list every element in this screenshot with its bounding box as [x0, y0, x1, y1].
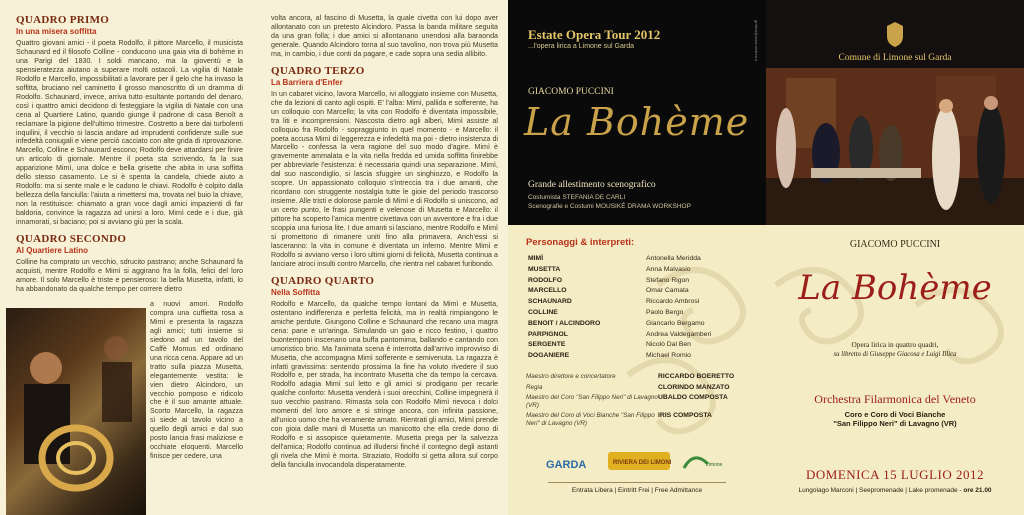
- admission-info: Entrata Libera | Eintritt Frei | Free Admittance: [571, 487, 703, 494]
- cast-performer: Andrea Valdegamberi: [646, 330, 712, 338]
- cast-role: SERGENTE: [528, 341, 566, 349]
- crew-role: Maestro direttore e concertatore: [526, 373, 616, 380]
- quadro-primo-text: Quattro giovani amici - il poeta Rodolfo, il pittore Marcello, il musicista Schaunard ed il filosofo Colline - conducono una gaia vita di bohème in una Parigi del 1830. I soldi mancano, ma la gioventù e la spensieratezza aiutano a superare molti ostacoli. La vigilia di Natale Rodolfo e Marcello, impossibilitati a lavorare per il gelo che ha invaso la soffitta, bruciano nel caminetto il grosso manoscritto di un dramma di Rodolfo. Schaunard, invece, arriva tutto esultante portando del denaro, così i quattro amici decidono di festeggiare la vigilia di Natale con una cena al Quartiere Latino, quando giunge il padrone di casa Benoît a reclamare la pigione dell'ultimo trimestre. Costretto a bere dai turbolenti inquilini, il vecchio si lascia andare ad imprudenti confidenze sulle sue infedeltà coniugali e viene perciò cacciato con alte grida di riprovazione. Marcello, Colline e Schaunard escono; Rodolfo deve attardarsi per finire un articolo di giornale. Mentre il poeta sta scrivendo, fa la sua apparizione Mimì, una dolce e bella grisette che abita in una soffitta dello stesso casamento. Le si è spenta la candela, chiede aiuto a Rodolfo: ma si sente male e le cadono le chiavi. Rodolfo è colpito dalla bellezza della fanciulla: l'aiuta a rimettersi ma, trovata nel buio la chiave, non la restituisce: chiamato a gran voce dagli amici impazienti di far baldoria, convince la ragazza ad unirsi a loro. Mimì cede e i due, già innamorati, si baciano; poi si avviano giù per la scala.: [16, 39, 243, 227]
- event-date: DOMENICA 15 LUGLIO 2012: [806, 467, 984, 482]
- comune-name: Comune di Limone sul Garda: [838, 53, 952, 63]
- crew-member: IRIS COMPOSTA: [658, 412, 712, 420]
- crew-member: RICCARDO BOERETTO: [658, 373, 735, 380]
- cast-role: PARPIGNOL: [528, 330, 568, 338]
- cover-header-panel: [766, 0, 1024, 225]
- cast-performer: Anna Malvasio: [646, 265, 691, 273]
- consorzio-logo: [684, 458, 708, 468]
- lago-di-garda-logo: GARDA: [546, 459, 587, 471]
- crew-role: Maestro del Coro di Voci Bianche "San Filippo Neri" di Lavagno (VR): [526, 412, 655, 427]
- composer-name: GIACOMO PUCCINI: [849, 239, 941, 250]
- cast-performer: Michael Romio: [646, 352, 691, 360]
- quadro-quarto-title: QUADRO QUARTO: [271, 274, 375, 287]
- venue-info: [766, 487, 1024, 494]
- quadro-primo-subtitle: In una misera soffitta: [16, 27, 97, 36]
- cast-row: [528, 276, 748, 287]
- stage-photo: [766, 68, 1024, 225]
- cast-row: [528, 297, 748, 308]
- quadro-quarto-text: Rodolfo e Marcello, da qualche tempo lontani da Mimì e Musetta, ostentano indifferenza e perfetta felicità, ma in realtà rimpiangono le amiche perdute. Giungono Colline e Schaunard che recano una magra cena: pane e un'aringa. Simulando un gaio e ricco festino, i quattro buontemponi inscenano una buffa pantomima, ballando e cantando con umoristico brio. Ma l'animata scena è interrotta dall'arrivo improvviso di Musetta, che accompagna Mimì sofferente e semivenuta. La ragazza è infatti gravissima: sentendo prossima la fine ha voluto rivedere il suo Rodolfo e, per strada, ha incontrato Musetta che da tempo la cercava. Rodolfo adagia Mimì sul letto e gli amici si prodigano per recarle qualche conforto: Musetta venderà i suoi orecchini, Colline impegnerà il suo vecchio pastrano. Rimasta sola con Rodolfo Mimì rievoca i dolci momenti del loro amore e si stringe ancora, con infinita passione, all'unico uomo che ha veramente amato. Rientrati gli amici, Mimì prende con gioia dalle mani di Musetta un manicotto che ella crede dono di Rodolfo e si assopisce quietamente. Musetta prega per la salvezza dell'amica; Rodolfo continua ad illudersi finché il contegno degli astanti gli rivela che Mimì è morta. Straziato, Rodolfo si getta allora sul corpo della fanciulla invocandola disperatamente.: [271, 299, 498, 469]
- cast-role: MUSETTA: [528, 265, 561, 273]
- quadro-secondo-subtitle: Al Quartiere Latino: [16, 246, 89, 256]
- crew-row: [526, 412, 758, 427]
- cast-row: [528, 286, 748, 297]
- cast-row: [528, 340, 748, 351]
- svg-text:RIVIERA DEI LIMONI: RIVIERA DEI LIMONI: [613, 460, 672, 466]
- cast-row: [528, 319, 748, 330]
- allestimento-heading: Grande allestimento scenografico: [528, 180, 656, 190]
- opera-title: La Bohème: [798, 268, 992, 308]
- quadro-secondo-title: QUADRO SECONDO: [16, 233, 127, 246]
- cast-row: [528, 330, 748, 341]
- opera-line-2: su libretto di Giuseppe Giacosa e Luigi Illica: [833, 351, 957, 358]
- cast-role: BENOIT / ALCINDORO: [528, 319, 601, 327]
- cast-performer: Paolo Bergo: [646, 308, 684, 316]
- cast-row: [528, 351, 748, 362]
- cast-column: [508, 0, 766, 515]
- crew-member: UBALDO COMPOSTA: [658, 394, 728, 402]
- cast-performer: Nicolò Dal Ben: [646, 341, 691, 349]
- synopsis-column-1: [0, 0, 255, 515]
- opera-line-1: Opera lirica in quattro quadri,: [851, 340, 939, 349]
- opera-description: [766, 340, 1024, 359]
- choir-line-2: "San Filippo Neri" di Lavagno (VR): [833, 419, 957, 428]
- cast-role: SCHAUNARD: [528, 298, 572, 306]
- svg-text:Limone: Limone: [706, 462, 723, 468]
- cast-role: MIMÌ: [528, 255, 544, 262]
- costumista-credit: Costumista STEFANIA DE CARLI: [528, 194, 626, 201]
- synopsis-column-2: [255, 0, 508, 515]
- sponsor-logos: [538, 442, 738, 478]
- cast-heading: Personaggi & interpreti:: [526, 237, 635, 248]
- cast-row: [528, 308, 748, 319]
- tour-subtitle: ...l'opera lirica a Limone sul Garda: [528, 43, 634, 50]
- cast-row: [528, 265, 748, 276]
- quadro-primo-title: QUADRO PRIMO: [16, 14, 110, 26]
- cover-column: [766, 0, 1024, 515]
- web-credit: grafica@www.andrea.it: [754, 20, 759, 62]
- cast-role: DOGANIERE: [528, 352, 570, 360]
- crew-row: [526, 373, 758, 381]
- comune-crest-icon: [887, 22, 903, 47]
- quadro-secondo-text: Colline ha comprato un vecchio, sdrucito pastrano; anche Schaunard fa acquisti, mentre Rodolfo e Mimì si aggirano fra la folla, felici del loro amore. Il solo Marcello è triste e pensieroso: la bella Musetta, infatti, lo ha abbandonato da qualche tempo per correre dietro: [16, 258, 243, 293]
- quadro-terzo-text: In un cabaret vicino, lavora Marcello, ivi alloggiato insieme con Musetta, che da lezioni di canto agli ospiti. E' l'alba: Mimì, pallida e sofferente, ha un colloquio con Marcello; la vita con Rodolfo è diventata impossibile, tra liti e incomprensioni. Nascosta dietro agli alberi, Mimì assiste al colloquio fra Rodolfo - sopraggiunto in quel momento - e Marcello: il poeta accusa Mimì di leggerezza e infedeltà ma poi - dietro insistenza di Marcello - confessa la vera ragione del suo modo d'agire. Mimì è gravemente ammalata e la vita nella fredda ed umida soffitta finirebbe per abbreviarle l'esistenza: è necessaria quindi una separazione. Mimì, dal suo nascondiglio, si lascia sfuggire un singhiozzo, e Rodolfo la scopre. Un appassionato colloquio s'intreccia tra i due amanti, che ricordano con struggente nostalgia tutte le gioie del periodo trascorso insieme. Alle tristi e dolorose parole di Mimì e di Rodolfo si uniscono, ad un certo punto, le frasi pungenti e velenose di Musetta e Marcello: il pittore ha scoperto l'amica mentre civettava con un avventore e fra i due scoppia una furiosa lite. I due amanti si lasciano, mentre Rodolfo e Mimì si promettono di rimanere uniti fino alla primavera. Anch'essi si lasceranno: la vita in comune è diventata un inferno. Mentre Mimì e Rodolfo si avviano verso i loro ultimi giorni di felicità, Musetta continua a lanciare atroci insulti contro Marcello, che rientra nel cabaret furibondo.: [271, 89, 498, 268]
- composer-name: GIACOMO PUCCINI: [528, 87, 614, 97]
- choir-info: [766, 410, 1024, 428]
- cast-performer: Antonella Meridda: [646, 255, 701, 262]
- crew-row: [526, 384, 758, 392]
- crew-role: Maestro del Coro "San Filippo Neri" di Lavagno (VR): [526, 394, 658, 409]
- production-credits: [528, 193, 691, 211]
- crew-role: Regia: [526, 383, 543, 391]
- orchestra-name: Orchestra Filarmonica del Veneto: [814, 392, 976, 406]
- quadro-terzo-title: QUADRO TERZO: [271, 64, 365, 77]
- musician-photo: [6, 308, 146, 515]
- venue-location: Lungolago Marconi | Seepromenade | Lake promenade -: [798, 487, 964, 494]
- cast-role: COLLINE: [528, 308, 558, 316]
- cast-performer: Stefano Rigon: [646, 276, 690, 284]
- quadro-secondo-continued: volta ancora, al fascino di Musetta, la quale civetta con lui dopo aver allontanato con un pretesto Alcindoro. Passa la banda militare seguita da una gran folla; i due amici si allontanano unendosi alla baraonda generale. Quando Alcindoro torna al suo tavolino, non trova più Musetta ma, in cambio, i due conti da pagare, e cade sopra una sedia allibito.: [271, 14, 498, 58]
- cast-list: [528, 254, 748, 362]
- cast-role: RODOLFO: [528, 276, 562, 284]
- cast-role: MARCELLO: [528, 287, 567, 295]
- cast-performer: Riccardo Ambrosi: [646, 298, 700, 306]
- crew-list: [526, 373, 758, 431]
- crew-row: [526, 394, 758, 409]
- crew-member: CLORINDO MANZATO: [658, 383, 730, 391]
- cast-performer: Omar Camata: [646, 287, 689, 295]
- cast-performer: Giancarlo Bergamo: [646, 319, 705, 327]
- choir-line-1: Coro e Coro di Voci Bianche: [844, 410, 946, 419]
- quadro-secondo-wrap-text: a nuovi amori. Rodolfo compra una cuffietta rosa a Mimì e presenta la ragazza agli amici; tutti insieme si siedono ad un tavolo del Caffè Momus ed ordinano una ricca cena. Appare ad un tratto sulla piazza Musetta, elegantemente vestita: le vien dietro Alcindoro, un vecchio pomposo e ridicolo che è il suo amante attuale. Scorto Marcello, la ragazza si siede al tavolo vicino a quello degli amici e dal suo posto lancia frasi maliziose e occhiate eloquenti. Marcello finisce per cedere, una: [150, 300, 243, 461]
- opera-title: La Bohème: [524, 100, 750, 144]
- event-time: ore 21.00: [963, 487, 992, 494]
- scenografie-credit: Scenografie e Costumi MOUSIKÉ DRAMA WORKSHOP: [528, 203, 691, 210]
- quadro-quarto-subtitle: Nella Soffitta: [271, 287, 320, 297]
- separator-line: [548, 482, 726, 483]
- quadro-terzo-subtitle: La Barriera d'Enfer: [271, 77, 343, 87]
- tour-title: Estate Opera Tour 2012: [528, 27, 661, 42]
- cast-row: [528, 254, 748, 265]
- tour-header-panel: [508, 0, 766, 225]
